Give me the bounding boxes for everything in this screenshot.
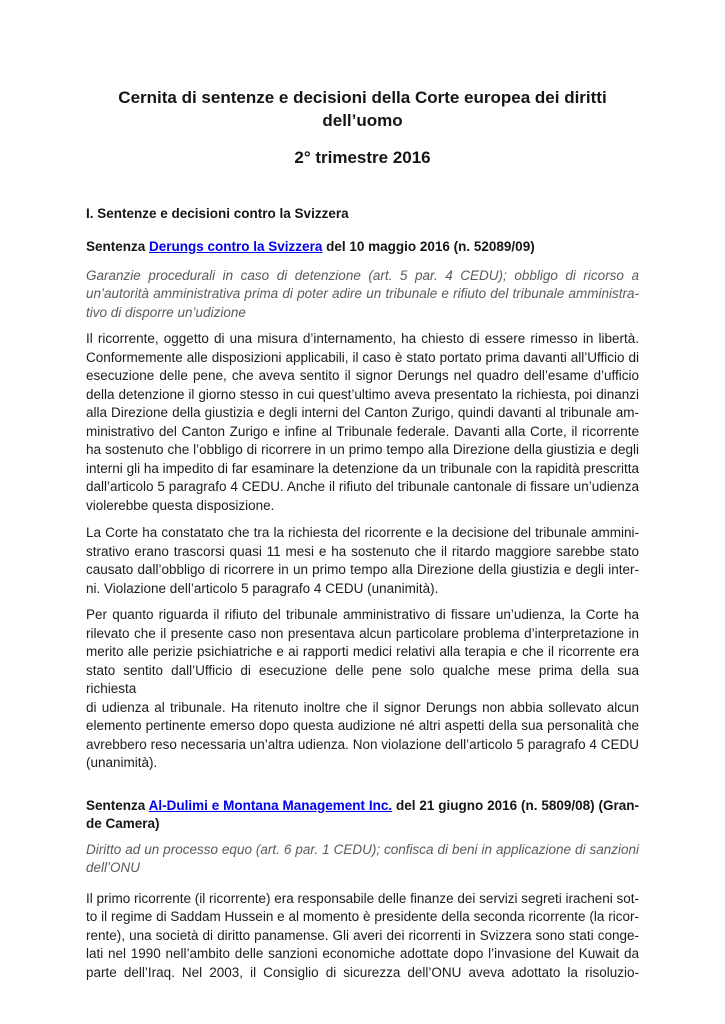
page-title <box>86 86 639 132</box>
text-line: rilevato che il presente caso non presentava alcun particolare problema d’interpretazione in <box>86 625 639 641</box>
text-line: to il regime di Saddam Hussein e al momento è presidente della seconda ricorrente (la ricor- <box>86 909 639 924</box>
case2-heading-line2: de Camera) <box>86 816 160 831</box>
case2-link-aldulimi[interactable]: Al-Dulimi e Montana Management Inc. <box>148 797 393 813</box>
text-line: un’autorità amministrativa prima di poter adire un tribunale e rifiuto del tribunale amministra- <box>86 286 639 301</box>
text-line: di udienza al tribunale. Ha ritenuto inoltre che il signor Derungs non abbia sollevato alcun <box>86 699 639 715</box>
text-line: alla Direzione della giustizia e degli interni del Canton Zurigo, quindi davanti al tribunale am- <box>86 405 639 420</box>
text-line: interni gli ha impedito di far esaminare la detenzione da un tribunale con la rapidità prescritta <box>86 460 639 476</box>
text-line: Conformemente alle disposizioni applicabili, il caso è stato portato prima davanti all’Ufficio di <box>86 349 639 365</box>
text-line: strativo erano trascorsi quasi 11 mesi e ha sostenuto che il ritardo maggiore sarebbe stato <box>86 543 639 559</box>
text-line: elemento pertinente emerso dopo questa audizione né altri aspetti della sua personalità che <box>86 718 639 733</box>
case2-heading-suffix: del 21 giugno 2016 (n. 5809/08) (Gran- <box>392 797 639 813</box>
case2-heading <box>86 797 639 834</box>
text-line: parte dell’Iraq. Nel 2003, il Consiglio di sicurezza dell’ONU aveva adottato la risoluzio- <box>86 964 639 980</box>
text-line: ha sostenuto che l’obbligo di ricorrere in un primo tempo alla Direzione della giustizia e degli <box>86 442 639 457</box>
case1-heading <box>86 238 639 257</box>
text-line: causato dall’obbligo di ricorrere in un primo tempo alla Direzione della giustizia e degli inter- <box>86 562 639 577</box>
text-line: della detenzione il giorno stesso in cui quest’ultimo aveva presentato la richiesta, poi dinanzi <box>86 386 639 402</box>
text-line: Per quanto riguarda il rifiuto del tribunale amministrativo di fissare un’udienza, la Corte ha <box>86 607 639 622</box>
case1-heading-prefix: Sentenza <box>86 239 150 254</box>
text-line: stato sentito dall’Ufficio di esecuzione delle pene solo qualche mese prima della sua richiesta <box>86 662 639 696</box>
page-title-line2: dell’uomo <box>322 111 403 130</box>
case1-paragraph-1 <box>86 330 639 515</box>
text-line: violerebbe questa disposizione. <box>86 497 275 513</box>
case1-link-derungs[interactable]: Derungs contro la Svizzera <box>149 239 323 254</box>
text-line: (unanimità). <box>86 755 158 770</box>
text-line: ni. Violazione dell’articolo 5 paragrafo 4 CEDU (unanimità). <box>86 580 439 596</box>
text-line: ministrativo del Canton Zurigo e infine al Tribunale federale. Davanti alla Corte, il ricorrente <box>86 423 639 439</box>
text-line: lati nel 1990 nell’ambito delle sanzioni economiche adottate dopo l’invasione del Kuwait da <box>86 946 639 961</box>
text-line: Il ricorrente, oggetto di una misura d’internamento, ha chiesto di essere rimesso in libertà. <box>86 331 639 346</box>
text-line: Garanzie procedurali in caso di detenzione (art. 5 par. 4 CEDU); obbligo di ricorso a <box>86 267 639 283</box>
case1-heading-suffix: del 10 maggio 2016 (n. 52089/09) <box>322 239 535 254</box>
text-line: tivo di disporre un’udizione <box>86 304 246 320</box>
text-line: merito alle perizie psichiatriche e ai rapporti medici relativi alla terapia e che il ricorrente era <box>86 644 639 659</box>
text-line: rente), una società di diritto panamense. Gli averi dei ricorrenti in Svizzera sono stati conge- <box>86 927 639 943</box>
text-line: dall’articolo 5 paragrafo 4 CEDU. Anche il rifiuto del tribunale cantonale di fissare un’udienza <box>86 479 639 494</box>
case1-summary <box>86 267 639 323</box>
document-content <box>86 0 639 982</box>
case2-heading-prefix: Sentenza <box>86 797 149 813</box>
text-line: Il primo ricorrente (il ricorrente) era responsabile delle finanze dei servizi segreti iracheni sot- <box>86 890 639 906</box>
text-line: dell’ONU <box>86 860 141 875</box>
case1-paragraph-2 <box>86 524 639 598</box>
section-heading-svizzera: I. Sentenze e decisioni contro la Svizzera <box>86 206 349 221</box>
text-line: avrebbero reso necessaria un’altra udienza. Non violazione dell’articolo 5 paragrafo 4 CEDU <box>86 736 639 752</box>
text-line: La Corte ha constatato che tra la richiesta del ricorrente e la decisione del tribunale ammini- <box>86 525 639 540</box>
text-line: esecuzione delle pene, che aveva sentito il signor Derungs nel quadro dell’esame d’ufficio <box>86 368 639 383</box>
case1-paragraph-3 <box>86 606 639 773</box>
case2-summary <box>86 841 639 878</box>
page-title-line1: Cernita di sentenze e decisioni della Corte europea dei diritti <box>118 88 607 107</box>
case2-paragraph-1 <box>86 890 639 983</box>
case2-heading-line1 <box>86 797 639 816</box>
page-subtitle: 2° trimestre 2016 <box>294 148 431 167</box>
text-line: Diritto ad un processo equo (art. 6 par. 1 CEDU); confisca di beni in applicazione di sanzioni <box>86 841 639 857</box>
